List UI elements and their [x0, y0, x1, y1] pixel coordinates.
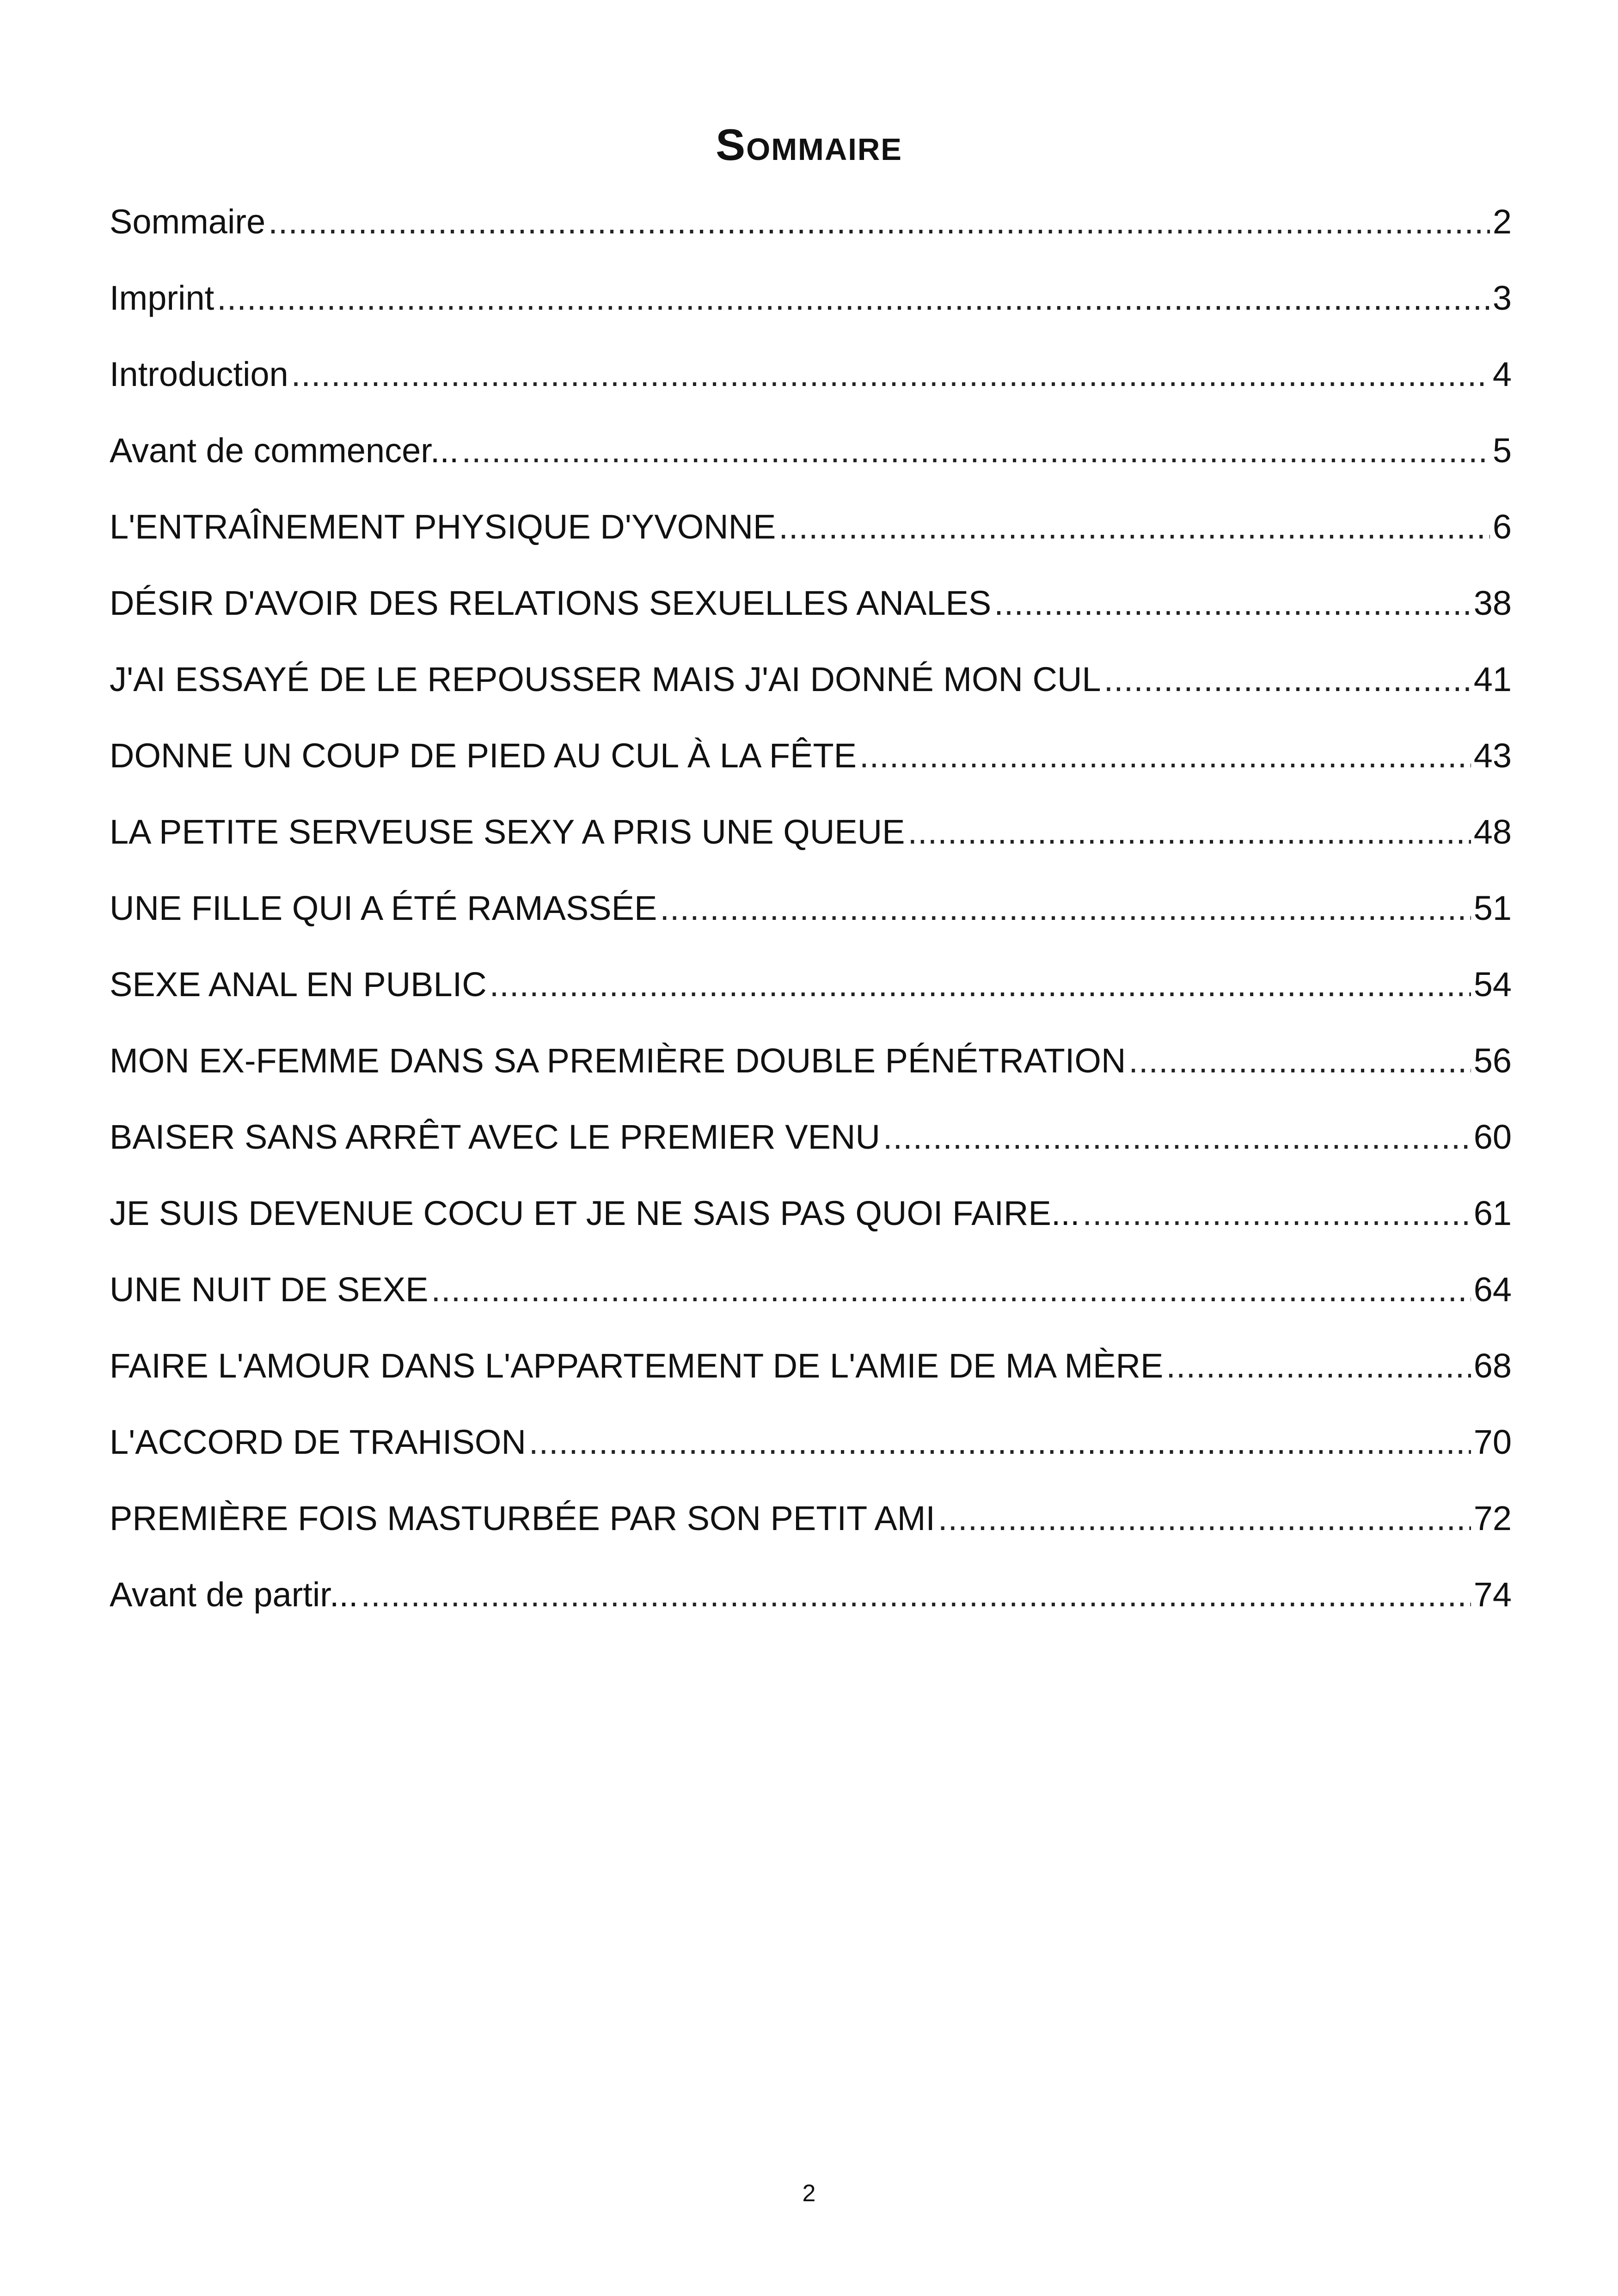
toc-entry-page: 43 — [1473, 736, 1512, 775]
toc-entry-page: 61 — [1473, 1194, 1512, 1232]
toc-dot-leader — [1083, 1190, 1471, 1237]
toc-entry[interactable] — [110, 885, 1512, 961]
toc-entry-label: J'AI ESSAYÉ DE LE REPOUSSER MAIS J'AI DONNÉ MON CUL — [110, 660, 1101, 698]
toc-dot-leader — [859, 733, 1471, 779]
toc-entry-page: 5 — [1492, 431, 1512, 470]
toc-entry[interactable] — [110, 1572, 1512, 1648]
toc-entry-label: Avant de partir... — [110, 1575, 358, 1614]
toc-entry-page: 3 — [1492, 279, 1512, 317]
toc-entry-page: 72 — [1473, 1499, 1512, 1537]
toc-entry-label: Sommaire — [110, 202, 266, 241]
toc-entry-page: 64 — [1473, 1270, 1512, 1309]
toc-entry[interactable] — [110, 1495, 1512, 1572]
toc-entry-page: 2 — [1492, 202, 1512, 241]
toc-entry-label: FAIRE L'AMOUR DANS L'APPARTEMENT DE L'AMIE DE MA MÈRE — [110, 1347, 1164, 1385]
page-title: Sommaire — [716, 120, 902, 170]
toc-dot-leader — [291, 351, 1490, 398]
toc-dot-leader — [1104, 656, 1471, 703]
toc-entry-label: DÉSIR D'AVOIR DES RELATIONS SEXUELLES ANALES — [110, 584, 992, 622]
toc-entry[interactable] — [110, 1190, 1512, 1267]
toc-entry-page: 56 — [1473, 1041, 1512, 1080]
toc-entry[interactable] — [110, 1038, 1512, 1114]
toc-entry-page: 68 — [1473, 1347, 1512, 1385]
toc-entry[interactable] — [110, 733, 1512, 809]
toc-entry[interactable] — [110, 1267, 1512, 1343]
toc-dot-leader — [431, 1267, 1471, 1313]
toc-entry[interactable] — [110, 504, 1512, 580]
toc-entry-label: JE SUIS DEVENUE COCU ET JE NE SAIS PAS QUOI FAIRE... — [110, 1194, 1080, 1232]
toc-entry-label: MON EX-FEMME DANS SA PREMIÈRE DOUBLE PÉNÉTRATION — [110, 1041, 1126, 1080]
toc-entry-page: 51 — [1473, 889, 1512, 927]
toc-dot-leader — [490, 961, 1471, 1008]
toc-entry-label: PREMIÈRE FOIS MASTURBÉE PAR SON PETIT AMI — [110, 1499, 935, 1537]
page-number: 2 — [802, 2180, 816, 2207]
toc-entry[interactable] — [110, 351, 1512, 428]
toc-entry-page: 70 — [1473, 1423, 1512, 1461]
toc-entry-page: 60 — [1473, 1118, 1512, 1156]
toc-entry-label: UNE FILLE QUI A ÉTÉ RAMASSÉE — [110, 889, 657, 927]
toc-entry-label: Imprint — [110, 279, 215, 317]
toc-entry-page: 38 — [1473, 584, 1512, 622]
toc-entry-page: 74 — [1473, 1575, 1512, 1614]
toc-entry-label: LA PETITE SERVEUSE SEXY A PRIS UNE QUEUE — [110, 813, 905, 851]
toc-dot-leader — [907, 809, 1471, 855]
toc-dot-leader — [361, 1572, 1471, 1618]
toc-dot-leader — [938, 1495, 1471, 1542]
toc-entry-label: DONNE UN COUP DE PIED AU CUL À LA FÊTE — [110, 736, 857, 775]
table-of-contents — [110, 199, 1512, 1648]
toc-entry[interactable] — [110, 1114, 1512, 1190]
toc-entry-page: 6 — [1492, 508, 1512, 546]
toc-entry-label: Introduction — [110, 355, 288, 393]
toc-dot-leader — [660, 885, 1471, 931]
toc-entry[interactable] — [110, 809, 1512, 885]
toc-entry[interactable] — [110, 580, 1512, 656]
toc-entry[interactable] — [110, 656, 1512, 733]
toc-entry-label: L'ENTRAÎNEMENT PHYSIQUE D'YVONNE — [110, 508, 776, 546]
toc-dot-leader — [529, 1419, 1471, 1465]
toc-entry-label: L'ACCORD DE TRAHISON — [110, 1423, 526, 1461]
toc-entry-page: 54 — [1473, 965, 1512, 1004]
toc-dot-leader — [994, 580, 1471, 626]
toc-dot-leader — [268, 199, 1490, 245]
toc-entry-label: UNE NUIT DE SEXE — [110, 1270, 429, 1309]
toc-entry[interactable] — [110, 428, 1512, 504]
toc-dot-leader — [217, 275, 1490, 321]
toc-entry[interactable] — [110, 275, 1512, 351]
toc-dot-leader — [461, 428, 1489, 474]
toc-entry-page: 41 — [1473, 660, 1512, 698]
toc-entry-page: 4 — [1492, 355, 1512, 393]
toc-entry-page: 48 — [1473, 813, 1512, 851]
toc-entry-label: SEXE ANAL EN PUBLIC — [110, 965, 487, 1004]
toc-entry[interactable] — [110, 961, 1512, 1038]
toc-dot-leader — [883, 1114, 1471, 1160]
toc-entry[interactable] — [110, 1343, 1512, 1419]
toc-entry-label: Avant de commencer... — [110, 431, 459, 470]
toc-entry-label: BAISER SANS ARRÊT AVEC LE PREMIER VENU — [110, 1118, 880, 1156]
toc-entry[interactable] — [110, 199, 1512, 275]
toc-dot-leader — [1166, 1343, 1471, 1389]
toc-entry[interactable] — [110, 1419, 1512, 1495]
toc-dot-leader — [778, 504, 1489, 550]
toc-dot-leader — [1128, 1038, 1471, 1084]
